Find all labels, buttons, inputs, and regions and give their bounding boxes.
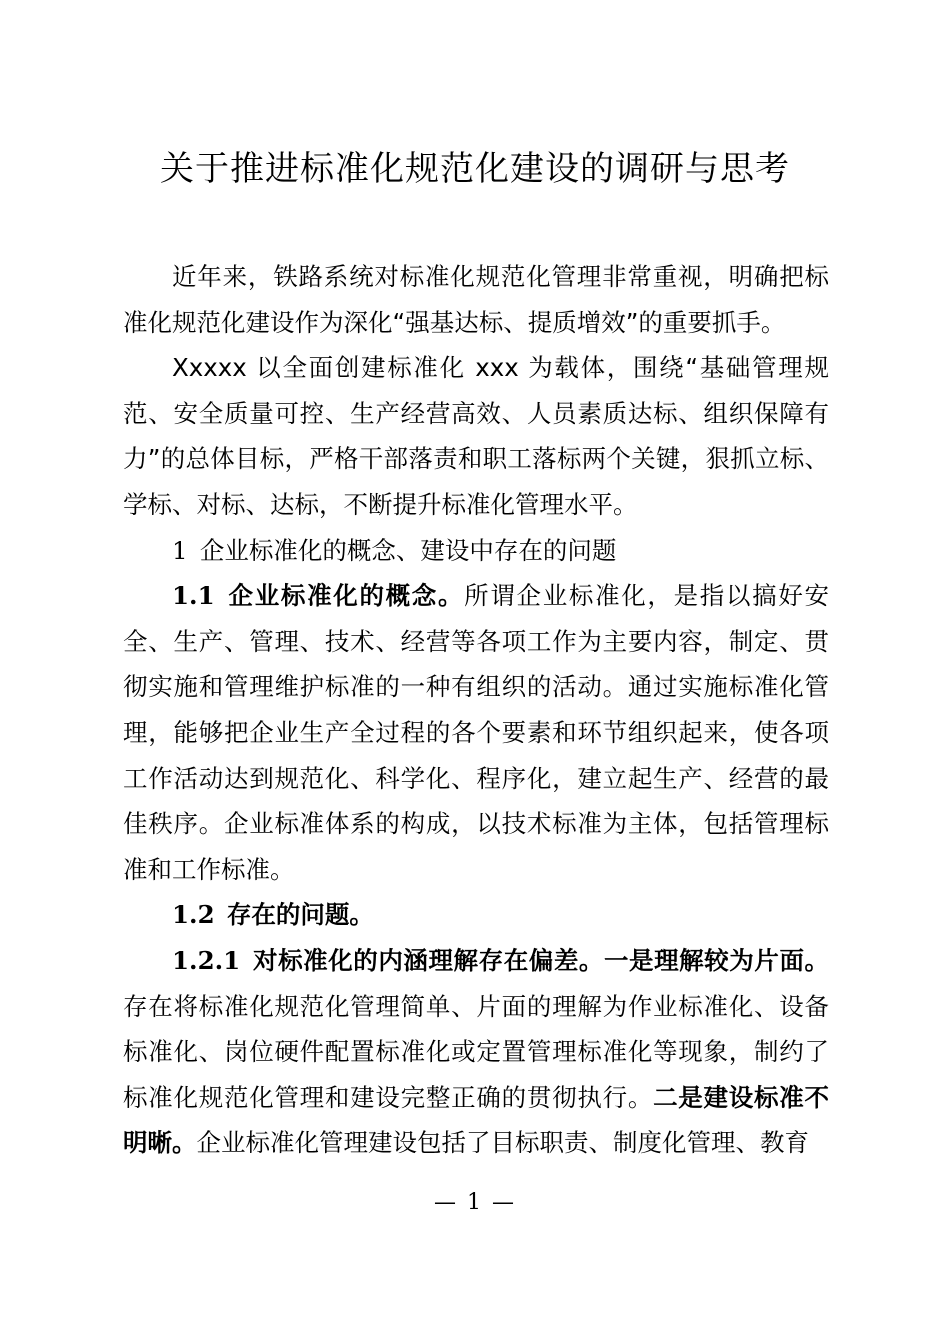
paragraph-xxxxx-text: Xxxxx 以全面创建标准化 xxx 为载体，围绕“基础管理规范、安全质量可控、生产经营高效、人员素质达标、组织保障有力”的总体目标，严格干部落责和职工落标两个关键，狠抓立标、学标、对标、达标，不断提升标准化管理水平。 xyxy=(123,353,829,519)
section-1-2-number: 1.2 xyxy=(172,900,215,930)
section-1-2-1-number: 1.2.1 xyxy=(172,945,241,975)
section-1-number: 1 xyxy=(172,535,188,565)
section-1-2-1-point-2: 二是建设标准不明晰。 xyxy=(123,1082,830,1158)
paragraph-xxxxx xyxy=(123,345,829,527)
section-1-2-1-text-2: 企业标准化管理建设包括了目标职责、制度化管理、教育 xyxy=(196,1128,809,1158)
section-1-2-1-text-1: 存在将标准化规范化管理简单、片面的理解为作业标准化、设备标准化、岗位硬件配置标准化或定置管理标准化等现象，制约了标准化规范化管理和建设完整正确的贯彻执行。 xyxy=(123,991,829,1112)
section-1-2-heading xyxy=(123,892,829,938)
section-1-1-paragraph xyxy=(123,573,829,892)
section-1-1-number: 1.1 xyxy=(172,581,215,611)
section-1-1-text: 所谓企业标准化，是指以搞好安全、生产、管理、技术、经营等各项工作为主要内容，制定、贯彻实施和管理维护标准的一种有组织的活动。通过实施标准化管理，能够把企业生产全过程的各个要素和环节组织起来，使各项工作活动达到规范化、科学化、程序化，建立起生产、经营的最佳秩序。企业标准体系的构成，以技术标准为主体，包括管理标准和工作标准。 xyxy=(123,581,830,884)
section-1-2-title: 存在的问题。 xyxy=(226,900,374,930)
document-title: 关于推进标准化规范化建设的调研与思考 xyxy=(160,149,790,189)
document-body xyxy=(123,254,829,1166)
section-1-heading xyxy=(123,528,829,574)
section-1-2-1-paragraph xyxy=(123,938,829,1166)
section-1-title: 企业标准化的概念、建设中存在的问题 xyxy=(199,535,617,565)
section-1-2-1-point-1: 一是理解较为片面。 xyxy=(603,945,830,975)
section-1-2-1-title: 对标准化的内涵理解存在偏差。 xyxy=(252,945,604,975)
section-1-1-title: 企业标准化的概念。 xyxy=(226,581,465,611)
paragraph-intro: 近年来，铁路系统对标准化规范化管理非常重视，明确把标准化规范化建设作为深化“强基达标、提质增效”的重要抓手。 xyxy=(123,262,829,337)
page-number: — 1 — xyxy=(434,1190,516,1215)
